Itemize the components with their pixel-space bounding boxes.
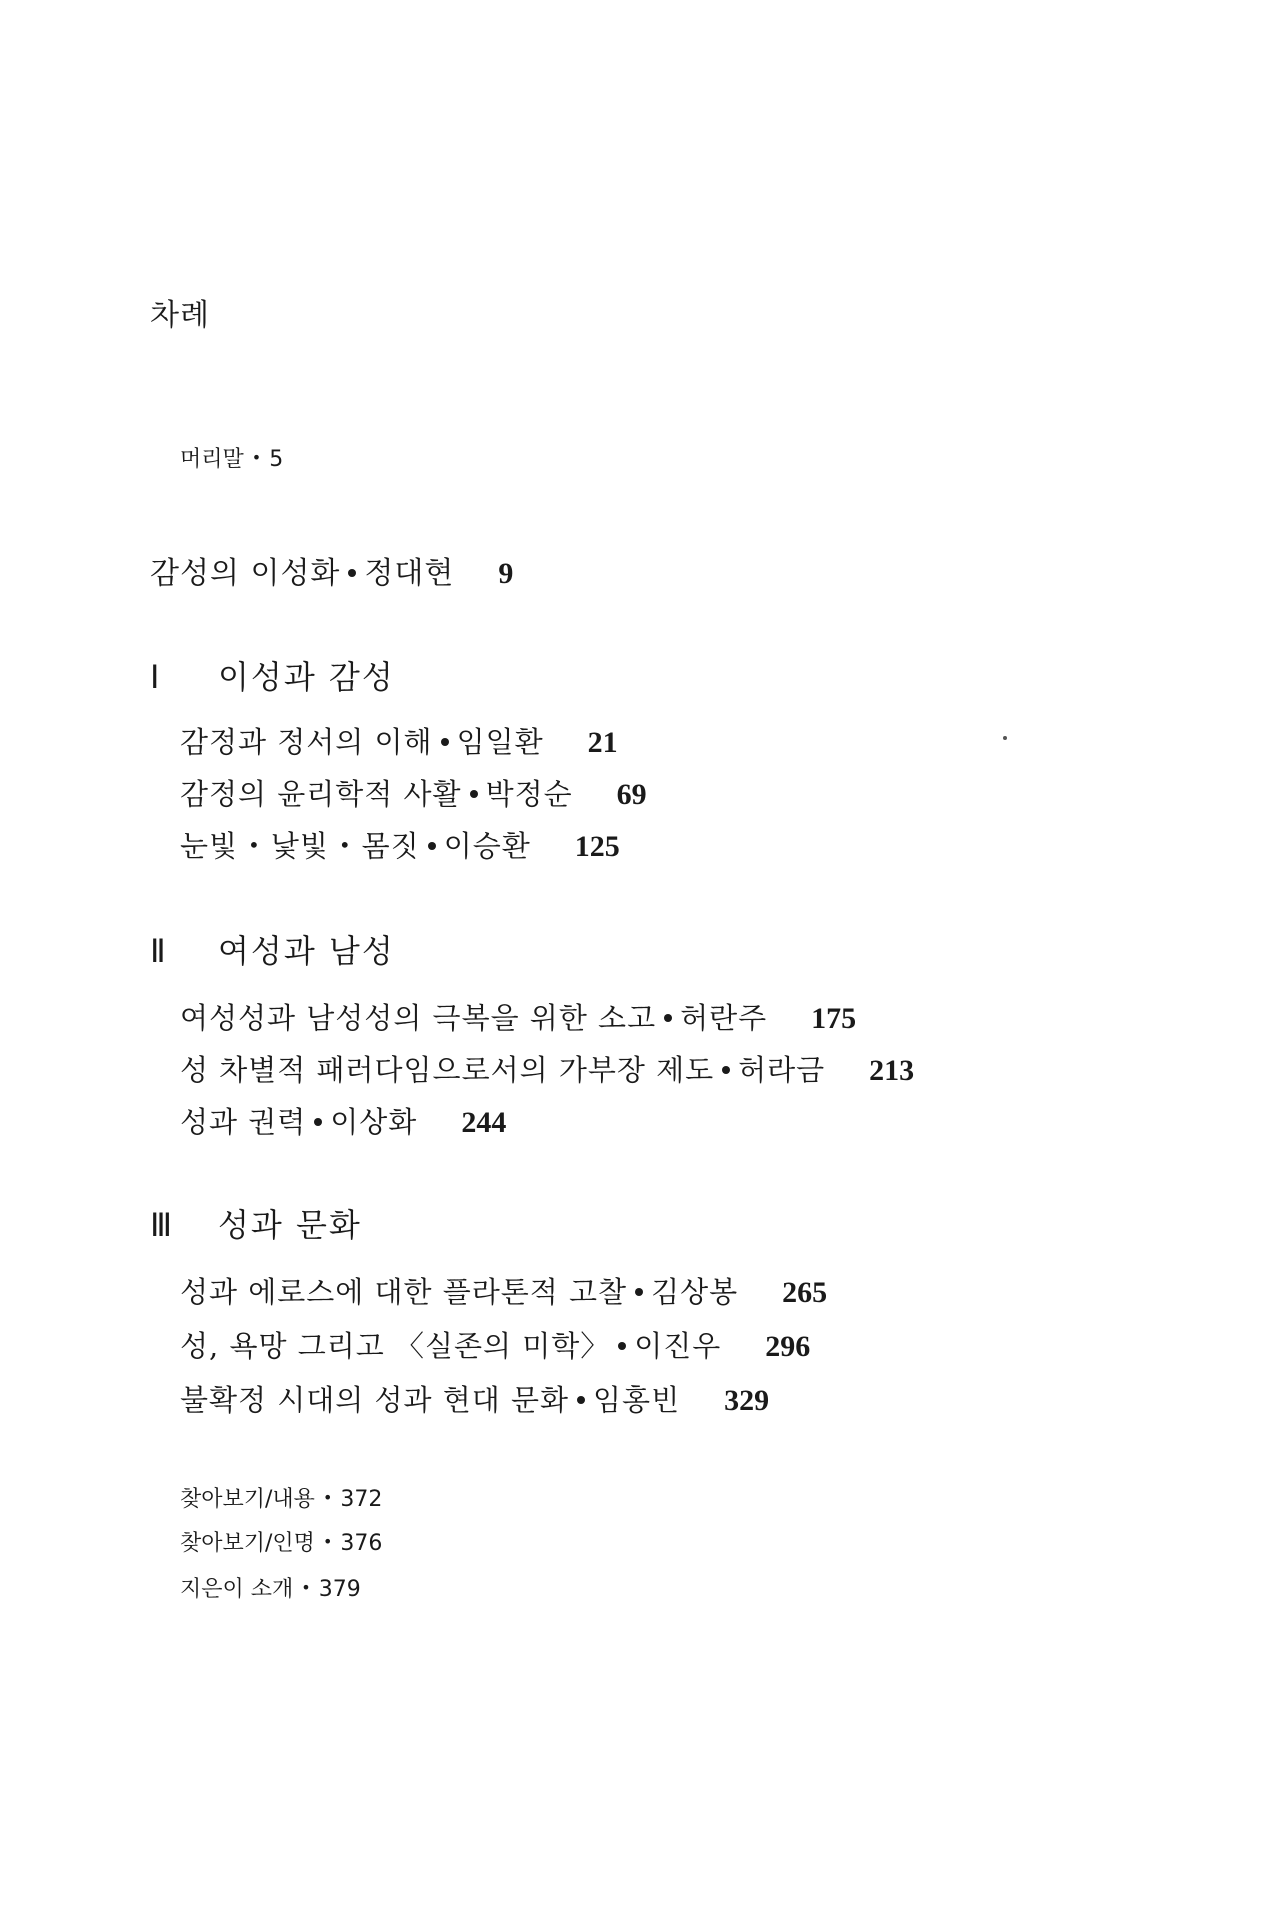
chapter-title-part: 몸짓 bbox=[361, 829, 420, 863]
separator-dot: • bbox=[301, 1578, 311, 1597]
back-matter-entry bbox=[180, 1572, 361, 1603]
chapter-page: 69 bbox=[616, 778, 647, 811]
chapter-title: 불확정 시대의 성과 현대 문화 bbox=[180, 1383, 570, 1417]
chapter-entry bbox=[180, 1270, 827, 1311]
intro-author: 정대현 bbox=[364, 556, 455, 591]
chapter-entry bbox=[180, 1100, 506, 1141]
back-matter-label: 찾아보기/내용 bbox=[180, 1487, 315, 1512]
chapter-title-part: 낯빛 bbox=[270, 829, 329, 863]
part-title: 성과 문화 bbox=[218, 1206, 362, 1244]
preface-label: 머리말 bbox=[180, 447, 244, 472]
chapter-title: 성과 에로스에 대한 플라톤적 고찰 bbox=[180, 1275, 628, 1309]
chapter-author: 이상화 bbox=[330, 1105, 418, 1139]
bullet-icon bbox=[722, 1066, 730, 1074]
part-title: 여성과 남성 bbox=[218, 932, 395, 970]
chapter-entry bbox=[180, 1324, 810, 1365]
chapter-author: 임일환 bbox=[456, 725, 544, 759]
separator-dot: • bbox=[251, 448, 262, 467]
chapter-entry bbox=[180, 1048, 914, 1089]
part-numeral: Ⅰ bbox=[150, 659, 162, 695]
back-matter-label: 지은이 소개 bbox=[180, 1577, 294, 1602]
bullet-icon bbox=[470, 790, 478, 798]
chapter-page: 213 bbox=[869, 1054, 915, 1087]
chapter-title: 여성성과 남성성의 극복을 위한 소고 bbox=[180, 1001, 657, 1035]
toc-title: 차례 bbox=[150, 298, 210, 333]
chapter-title: 감정과 정서의 이해 bbox=[180, 725, 433, 759]
separator-dot: • bbox=[322, 1488, 333, 1507]
middle-dot: • bbox=[338, 833, 352, 857]
bullet-icon bbox=[618, 1342, 626, 1350]
part-heading-1 bbox=[150, 652, 395, 698]
chapter-author: 이승환 bbox=[443, 829, 531, 863]
bullet-icon bbox=[664, 1014, 672, 1022]
chapter-title-part: 눈빛 bbox=[180, 829, 239, 863]
chapter-author: 허라금 bbox=[738, 1053, 826, 1087]
chapter-entry bbox=[180, 824, 620, 865]
chapter-entry bbox=[180, 720, 618, 761]
middle-dot: • bbox=[248, 833, 261, 857]
chapter-title: 성과 권력 bbox=[180, 1105, 307, 1139]
chapter-page: 329 bbox=[724, 1384, 770, 1417]
bullet-icon bbox=[577, 1396, 585, 1404]
chapter-page: 175 bbox=[811, 1002, 857, 1035]
bullet-icon bbox=[348, 569, 356, 577]
chapter-author: 이진우 bbox=[634, 1329, 722, 1363]
intro-entry bbox=[150, 548, 513, 592]
part-numeral: Ⅲ bbox=[150, 1207, 175, 1243]
chapter-author: 박정순 bbox=[485, 777, 573, 811]
chapter-page: 244 bbox=[461, 1106, 507, 1139]
back-matter-page: 372 bbox=[340, 1487, 383, 1512]
chapter-entry bbox=[180, 996, 856, 1037]
back-matter-page: 379 bbox=[318, 1577, 361, 1602]
chapter-title: 감정의 윤리학적 사활 bbox=[180, 777, 462, 811]
intro-page: 9 bbox=[498, 557, 514, 590]
back-matter-page: 376 bbox=[340, 1531, 383, 1556]
bullet-icon bbox=[441, 738, 449, 746]
chapter-author: 임홍빈 bbox=[593, 1383, 681, 1417]
chapter-page: 265 bbox=[782, 1276, 828, 1309]
part-title: 이성과 감성 bbox=[218, 658, 395, 696]
chapter-title: 성, 욕망 그리고 〈실존의 미학〉 bbox=[180, 1329, 611, 1363]
back-matter-entry bbox=[180, 1482, 382, 1513]
part-heading-2 bbox=[150, 926, 395, 972]
part-heading-3 bbox=[150, 1200, 362, 1246]
chapter-author: 김상봉 bbox=[651, 1275, 739, 1309]
chapter-page: 125 bbox=[574, 830, 620, 863]
chapter-author: 허란주 bbox=[680, 1001, 768, 1035]
back-matter-label: 찾아보기/인명 bbox=[180, 1531, 315, 1556]
separator-dot: • bbox=[322, 1532, 333, 1551]
preface-page: 5 bbox=[269, 447, 284, 472]
chapter-page: 296 bbox=[765, 1330, 811, 1363]
stray-mark bbox=[1003, 736, 1007, 740]
chapter-title: 성 차별적 패러다임으로서의 가부장 제도 bbox=[180, 1053, 715, 1087]
chapter-entry bbox=[180, 772, 647, 813]
chapter-entry bbox=[180, 1378, 769, 1419]
bullet-icon bbox=[635, 1288, 643, 1296]
intro-title: 감성의 이성화 bbox=[150, 556, 341, 591]
part-numeral: Ⅱ bbox=[150, 933, 168, 969]
preface-entry bbox=[180, 442, 283, 473]
bullet-icon bbox=[314, 1118, 322, 1126]
chapter-page: 21 bbox=[587, 726, 618, 759]
bullet-icon bbox=[428, 842, 436, 850]
back-matter-entry bbox=[180, 1526, 382, 1557]
